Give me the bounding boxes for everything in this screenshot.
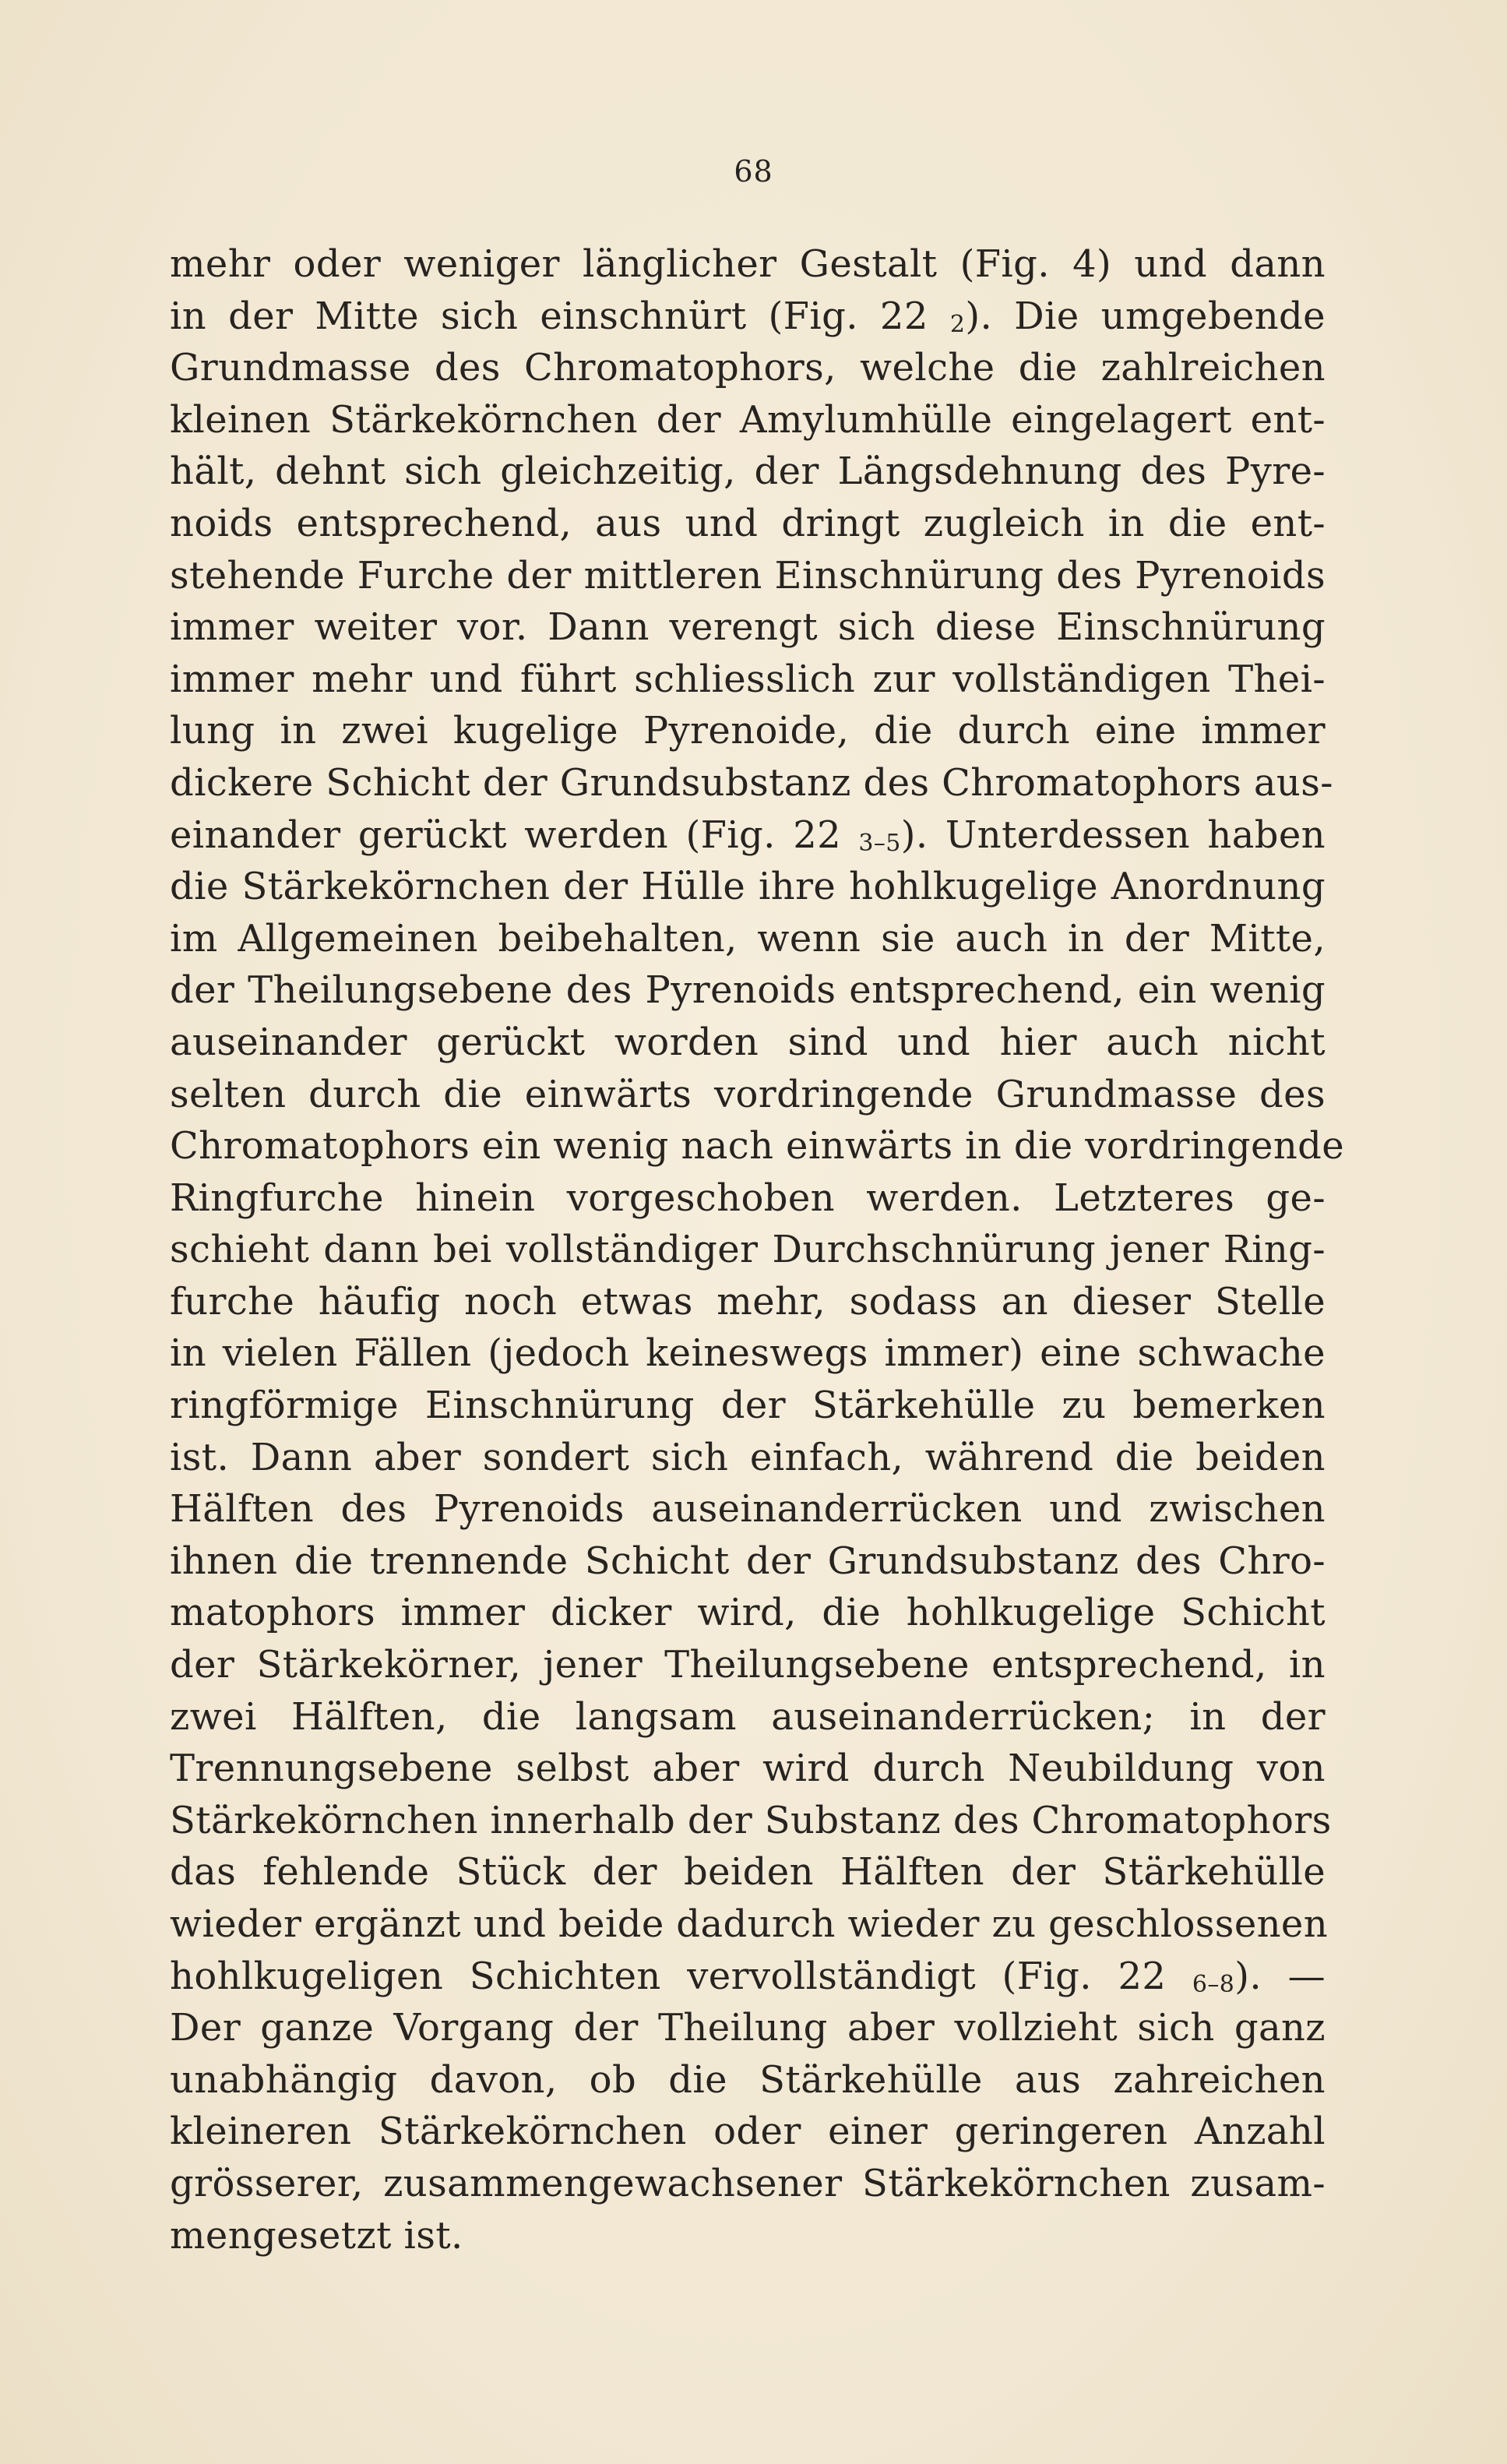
text-line: hohlkugeligen Schichten vervollständigt (Fig. 22 $_{6-8}$). — [170, 1954, 1326, 1998]
text-line: ihnen die trennende Schicht der Grundsubstanz des Chro- [170, 1539, 1326, 1583]
text-line: kleinen Stärkekörnchen der Amylumhülle eingelagert ent- [170, 397, 1326, 442]
page-number: 68 [734, 154, 773, 189]
text-line: schieht dann bei vollständiger Durchschnürung jener Ring- [170, 1228, 1326, 1272]
text-line: matophors immer dicker wird, die hohlkugelige Schicht [170, 1591, 1326, 1635]
text-line: selten durch die einwärts vordringende Grundmasse des [170, 1072, 1326, 1116]
text-line: Chromatophors ein wenig nach einwärts in die vordringende [170, 1124, 1345, 1169]
text-line: Stärkekörnchen innerhalb der Substanz des Chromatophors [170, 1798, 1332, 1842]
text-line: furche häufig noch etwas mehr, sodass an dieser Stelle [170, 1279, 1326, 1324]
text-line: grösserer, zusammengewachsener Stärkekörnchen zusam- [170, 2161, 1326, 2205]
text-line: mehr oder weniger länglicher Gestalt (Fig. 4) und dann [170, 242, 1326, 286]
text-line: Der ganze Vorgang der Theilung aber vollzieht sich ganz [170, 2006, 1326, 2050]
text-line: lung in zwei kugelige Pyrenoide, die durch eine immer [170, 709, 1326, 753]
body-text [170, 238, 1345, 2261]
text-line: noids entsprechend, aus und dringt zugleich in die ent- [170, 501, 1326, 545]
text-line: der Stärkekörner, jener Theilungsebene entsprechend, in [170, 1643, 1326, 1687]
text-line: hält, dehnt sich gleichzeitig, der Längsdehnung des Pyre- [170, 449, 1326, 494]
text-line: das fehlende Stück der beiden Hälften der Stärkehülle [170, 1850, 1326, 1895]
text-line: Grundmasse des Chromatophors, welche die zahlreichen [170, 346, 1326, 390]
text-line: ringförmige Einschnürung der Stärkehülle zu bemerken [170, 1384, 1326, 1428]
text-line: zwei Hälften, die langsam auseinanderrücken; in der [170, 1694, 1326, 1739]
text-line: immer mehr und führt schliesslich zur vollständigen Thei- [170, 657, 1326, 701]
text-line: kleineren Stärkekörnchen oder einer geringeren Anzahl [170, 2110, 1326, 2154]
text-line: Trennungsebene selbst aber wird durch Neubildung von [170, 1747, 1326, 1791]
text-line: Ringfurche hinein vorgeschoben werden. Letzteres ge- [170, 1176, 1326, 1220]
text-line: in vielen Fällen (jedoch keineswegs immer) eine schwache [170, 1331, 1326, 1376]
text-line: Hälften des Pyrenoids auseinanderrücken und zwischen [170, 1487, 1326, 1532]
text-line: einander gerückt werden (Fig. 22 $_{3-5}$). Unterdessen haben [170, 813, 1326, 857]
text-line: immer weiter vor. Dann verengt sich diese Einschnürung [170, 605, 1326, 650]
text-line: unabhängig davon, ob die Stärkehülle aus zahreichen [170, 2057, 1326, 2102]
text-line: ist. Dann aber sondert sich einfach, während die beiden [170, 1435, 1326, 1479]
text-line: im Allgemeinen beibehalten, wenn sie auch in der Mitte, [170, 916, 1326, 961]
text-line: der Theilungsebene des Pyrenoids entsprechend, ein wenig [170, 968, 1326, 1013]
text-line: stehende Furche der mittleren Einschnürung des Pyrenoids [170, 553, 1326, 597]
text-line: mengesetzt ist. [170, 2213, 463, 2258]
text-line: dickere Schicht der Grundsubstanz des Chromatophors aus- [170, 760, 1333, 805]
text-line: die Stärkekörnchen der Hülle ihre hohlkugelige Anordnung [170, 865, 1326, 909]
text-line: in der Mitte sich einschnürt (Fig. 22 $_2$). Die umgebende [170, 294, 1326, 338]
text-line: wieder ergänzt und beide dadurch wieder zu geschlossenen [170, 1902, 1329, 1946]
text-line: auseinander gerückt worden sind und hier auch nicht [170, 1020, 1326, 1064]
